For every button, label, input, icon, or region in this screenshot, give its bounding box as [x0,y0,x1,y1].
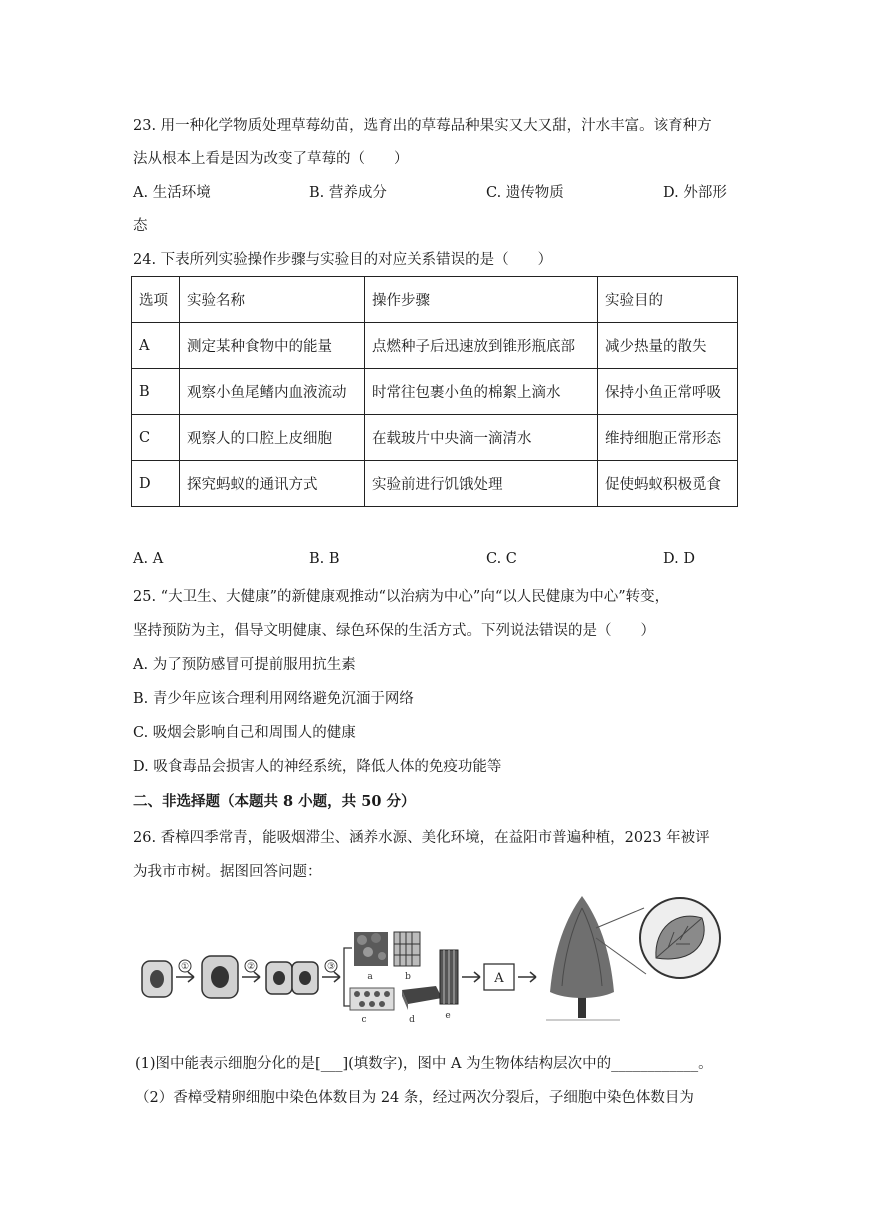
q25-option-d: D. 吸食毒品会损害人的神经系统，降低人体的免疫功能等 [133,759,502,775]
tissue-label: e [445,1011,451,1021]
q25-option-b: B. 青少年应该合理利用网络避免沉湎于网络 [133,691,414,707]
arrow-step-3 [322,960,340,982]
table-cell: A [132,323,180,369]
table-cell: 测定某种食物中的能量 [180,323,365,369]
table-row [132,415,738,461]
plant-structure-figure [136,888,736,1030]
tissue-label: d [409,1015,415,1025]
q23-option-d-wrap: 态 [133,218,148,234]
table-cell: 减少热量的散失 [598,323,738,369]
table-cell: 探究蚂蚁的通讯方式 [180,461,365,507]
section-heading: 二、非选择题（本题共 8 小题，共 50 分） [133,793,416,810]
arrow-step-2 [242,960,260,982]
camphor-tree [546,896,620,1020]
step-label: ② [246,962,256,972]
tissue-label: a [367,972,373,982]
table-cell: B [132,369,180,415]
q25-line2: 坚持预防为主，倡导文明健康、绿色环保的生活方式。下列说法错误的是（ ） [133,623,655,639]
table-header-cell: 实验目的 [598,277,738,323]
tissue-b [394,932,420,982]
table-cell: 促使蚂蚁积极觅食 [598,461,738,507]
table-cell: D [132,461,180,507]
experiment-table [131,276,738,507]
table-header-row [132,277,738,323]
table-cell: 点燃种子后迅速放到锥形瓶底部 [365,323,598,369]
table-cell: C [132,415,180,461]
table-cell: 保持小鱼正常呼吸 [598,369,738,415]
q24-option-a: A. A [133,551,164,567]
leaf-magnifier [640,898,720,978]
step-label: ③ [326,962,336,972]
arrow-to-box [462,972,480,982]
q23-line2: 法从根本上看是因为改变了草莓的（ ） [133,151,409,167]
q24-option-d: D. D [663,551,695,567]
q25-option-a: A. 为了预防感冒可提前服用抗生素 [133,657,356,673]
table-cell: 时常往包裹小鱼的棉絮上滴水 [365,369,598,415]
arrow-step-1 [176,960,194,982]
structure-box-a [484,964,514,990]
q26-line1: 26. 香樟四季常青，能吸烟滞尘、涵养水源、美化环境，在益阳市普遍种植，2023 年被评 [133,830,710,846]
q24-stem: 24. 下表所列实验操作步骤与实验目的对应关系错误的是（ ） [133,252,553,268]
organ-e [440,950,458,1021]
dividing-cells [266,962,318,994]
q24-option-c: C. C [486,551,517,567]
tissue-c [350,988,394,1025]
table-cell: 维持细胞正常形态 [598,415,738,461]
box-label: A [494,971,504,986]
arrow-to-tree [518,972,536,982]
q23-option-c: C. 遗传物质 [486,185,564,201]
q25-line1: 25. “大卫生、大健康”的新健康观推动“以治病为中心”向“以人民健康为中心”转变， [133,589,670,605]
zoom-line [596,908,644,928]
q26-sub2: （2）香樟受精卵细胞中染色体数目为 24 条，经过两次分裂后，子细胞中染色体数目为 [135,1090,694,1106]
table-cell: 观察小鱼尾鳍内血液流动 [180,369,365,415]
table-header-cell: 实验名称 [180,277,365,323]
tissue-d [402,986,442,1025]
q26-sub1: (1)图中能表示细胞分化的是[___](填数字)，图中 A 为生物体结构层次中的____________。 [135,1056,713,1072]
table-cell: 实验前进行饥饿处理 [365,461,598,507]
table-header-cell: 操作步骤 [365,277,598,323]
step-label: ① [180,962,190,972]
table-row [132,461,738,507]
table-row [132,323,738,369]
q23-option-b: B. 营养成分 [309,185,387,201]
table-header-cell: 选项 [132,277,180,323]
tissue-label: b [405,972,411,982]
growing-cell [202,956,238,998]
table-cell: 在载玻片中央滴一滴清水 [365,415,598,461]
tissue-label: c [361,1015,367,1025]
q24-option-b: B. B [309,551,340,567]
q23-option-a: A. 生活环境 [133,185,211,201]
q25-option-c: C. 吸烟会影响自己和周围人的健康 [133,725,356,741]
q23-line1: 23. 用一种化学物质处理草莓幼苗，选育出的草莓品种果实又大又甜，汁水丰富。该育种方 [133,118,712,134]
tissue-a [354,932,388,982]
fertilized-egg-cell [142,961,172,997]
table-cell: 观察人的口腔上皮细胞 [180,415,365,461]
table-row [132,369,738,415]
q26-line2: 为我市市树。据图回答问题： [133,864,322,880]
q23-option-d: D. 外部形 [663,185,727,201]
